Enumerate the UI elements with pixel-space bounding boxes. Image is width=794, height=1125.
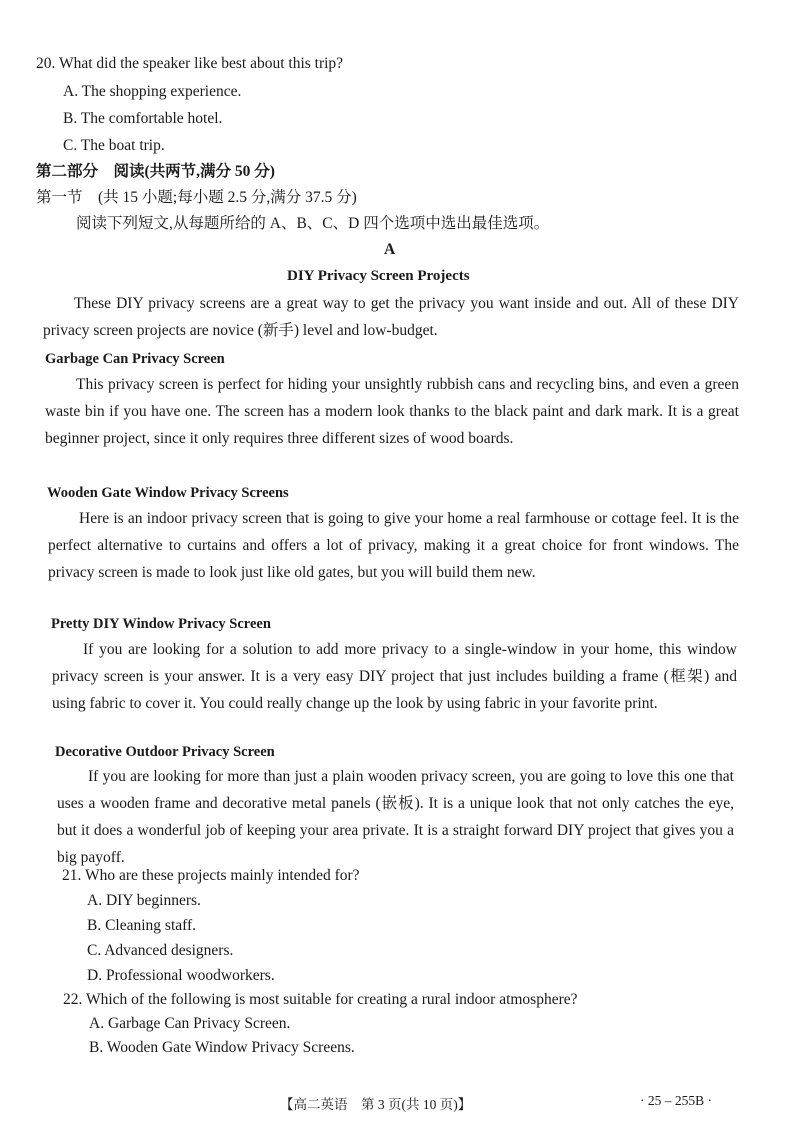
passage-intro-text: These DIY privacy screens are a great way to get the privacy you want inside and out. All of these DIY privacy screen projects are novice (新手) level and low-budget. xyxy=(43,295,739,339)
exam-code: · 25 – 255B · xyxy=(640,1093,712,1108)
section-heading-pretty-window: Pretty DIY Window Privacy Screen xyxy=(51,616,271,632)
q21-option-c: C. Advanced designers. xyxy=(87,942,234,959)
question-21: 21. Who are these projects mainly intended for? xyxy=(62,867,360,884)
passage-title: DIY Privacy Screen Projects xyxy=(287,268,470,284)
q22-option-a: A. Garbage Can Privacy Screen. xyxy=(89,1015,291,1032)
section-text-decorative-outdoor xyxy=(57,763,734,871)
passage-intro xyxy=(43,290,739,344)
question-22: 22. Which of the following is most suitable for creating a rural indoor atmosphere? xyxy=(63,991,578,1008)
q21-option-b: B. Cleaning staff. xyxy=(87,917,197,934)
section-body-decorative-outdoor: If you are looking for more than just a plain wooden privacy screen, you are going to love this one that uses a wooden frame and decorative metal panels (嵌板). It is a unique look that not only catches the eye, but it does a wonderful job of keeping your area private. It is a straight forward DIY project that gives you a big payoff. xyxy=(57,768,734,866)
section-body-pretty-window: If you are looking for a solution to add more privacy to a single-window in your home, this window privacy screen is your answer. It is a very easy DIY project that just includes building a frame (框架) and using fabric to cover it. You could really change up the look by using fabric in your favorite print. xyxy=(52,641,737,712)
section-text-wooden-gate xyxy=(48,505,739,586)
section-heading-garbage-can: Garbage Can Privacy Screen xyxy=(45,351,225,367)
question-20: 20. What did the speaker like best about this trip? xyxy=(36,55,344,72)
section-body-wooden-gate: Here is an indoor privacy screen that is going to give your home a real farmhouse or cottage feel. It is the perfect alternative to curtains and offers a lot of privacy, making it a great choice for front windows. The privacy screen is made to look just like old gates, but you will build them new. xyxy=(48,510,739,581)
q20-option-b: B. The comfortable hotel. xyxy=(63,110,223,127)
reading-instruction: 阅读下列短文,从每题所给的 A、B、C、D 四个选项中选出最佳选项。 xyxy=(76,215,550,232)
section-heading-wooden-gate: Wooden Gate Window Privacy Screens xyxy=(47,485,289,501)
q22-option-b: B. Wooden Gate Window Privacy Screens. xyxy=(89,1039,355,1056)
passage-letter: A xyxy=(384,241,396,258)
page-footer: 【高二英语 第 3 页(共 10 页)】 xyxy=(280,1097,472,1112)
section-heading-decorative-outdoor: Decorative Outdoor Privacy Screen xyxy=(55,744,275,760)
q20-option-c: C. The boat trip. xyxy=(63,137,165,154)
section-body-garbage-can: This privacy screen is perfect for hiding your unsightly rubbish cans and recycling bins, and even a green waste bin if you have one. The screen has a modern look thanks to the black paint and dark mark. It is a great beginner project, since it only requires three different sizes of wood boards. xyxy=(45,376,739,447)
part2-header: 第二部分 阅读(共两节,满分 50 分) xyxy=(36,163,275,180)
q20-option-a: A. The shopping experience. xyxy=(63,83,242,100)
q21-option-a: A. DIY beginners. xyxy=(87,892,201,909)
section-text-garbage-can xyxy=(45,371,739,452)
q21-option-d: D. Professional woodworkers. xyxy=(87,967,275,984)
section1-header: 第一节 (共 15 小题;每小题 2.5 分,满分 37.5 分) xyxy=(36,189,357,206)
section-text-pretty-window xyxy=(52,636,737,717)
